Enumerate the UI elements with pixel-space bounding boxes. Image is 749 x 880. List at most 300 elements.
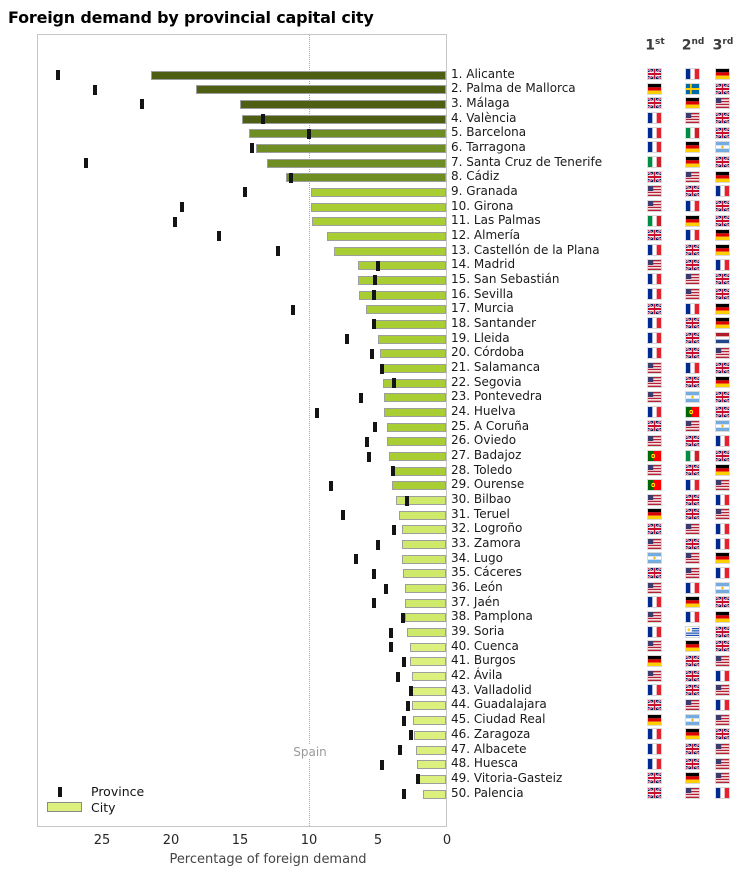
flag-icon-us — [686, 524, 699, 534]
flag-icon-gb — [716, 157, 729, 167]
flag-icon-fr — [716, 260, 729, 270]
city-rank-label: 13. Castellón de la Plana — [451, 242, 600, 257]
x-tick-label: 25 — [93, 833, 111, 848]
city-rank-label: 32. Logroño — [451, 521, 523, 536]
city-bar — [358, 261, 446, 270]
flag-icon-de — [716, 304, 729, 314]
flag-icon-de — [716, 318, 729, 328]
flag-icon-fr — [648, 729, 661, 739]
province-marker — [345, 334, 349, 344]
province-marker — [367, 452, 371, 462]
province-marker — [402, 657, 406, 667]
spain-reference-line — [309, 35, 310, 826]
province-marker — [354, 554, 358, 564]
flag-icon-us — [716, 685, 729, 695]
flag-icon-us — [686, 172, 699, 182]
flag-icon-fr — [648, 627, 661, 637]
province-marker — [380, 364, 384, 374]
province-marker — [380, 760, 384, 770]
city-bar — [399, 511, 446, 520]
flag-icon-fr — [716, 568, 729, 578]
flag-icon-gb — [686, 759, 699, 769]
city-rank-label: 28. Toledo — [451, 462, 513, 477]
flag-icon-us — [648, 377, 661, 387]
flag-icon-gb — [686, 671, 699, 681]
city-bar — [380, 349, 446, 358]
city-rank-label: 46. Zaragoza — [451, 726, 531, 741]
flag-icon-fr — [648, 128, 661, 138]
city-rank-label: 36. León — [451, 580, 503, 595]
city-rank-label: 47. Albacete — [451, 741, 527, 756]
flag-icon-us — [716, 98, 729, 108]
flag-icon-us — [648, 641, 661, 651]
flag-icon-de — [716, 612, 729, 622]
city-bar — [327, 232, 446, 241]
city-rank-label: 29. Ourense — [451, 477, 525, 492]
city-bar — [416, 746, 446, 755]
city-bar — [311, 188, 446, 197]
city-rank-label: 3. Málaga — [451, 95, 510, 110]
flag-icon-ar — [686, 392, 699, 402]
flag-icon-de — [686, 142, 699, 152]
flag-icon-us — [686, 289, 699, 299]
city-rank-label: 4. València — [451, 110, 517, 125]
flag-icon-gb — [716, 363, 729, 373]
flag-icon-fr — [716, 671, 729, 681]
province-marker — [392, 525, 396, 535]
flag-column-header-2: 2nd — [681, 37, 705, 54]
flag-icon-se — [686, 84, 699, 94]
city-rank-label: 27. Badajoz — [451, 448, 522, 462]
city-bar — [383, 364, 447, 373]
city-bar — [402, 555, 446, 564]
flag-icon-it — [686, 451, 699, 461]
city-bar — [402, 540, 446, 549]
flag-icon-us — [716, 744, 729, 754]
flag-icon-gb — [648, 98, 661, 108]
flag-icon-gb — [648, 524, 661, 534]
flag-icon-de — [648, 84, 661, 94]
flag-icon-fr — [648, 407, 661, 417]
flag-icon-gb — [648, 788, 661, 798]
flag-icon-gb — [648, 421, 661, 431]
province-marker — [56, 70, 60, 80]
province-marker — [370, 349, 374, 359]
flag-icon-gb — [686, 539, 699, 549]
flag-icon-gb — [716, 597, 729, 607]
flag-icon-de — [686, 216, 699, 226]
city-rank-label: 41. Burgos — [451, 653, 516, 668]
city-rank-label: 19. Lleida — [451, 330, 510, 345]
flag-icon-ar — [648, 553, 661, 563]
flag-icon-gb — [716, 128, 729, 138]
city-bar — [392, 481, 446, 490]
flag-icon-us — [716, 509, 729, 519]
flag-icon-de — [686, 773, 699, 783]
flag-icon-nl — [716, 333, 729, 343]
city-bar — [384, 393, 446, 402]
flag-icon-fr — [686, 201, 699, 211]
flag-icon-gb — [716, 289, 729, 299]
flag-icon-fr — [648, 597, 661, 607]
flag-icon-us — [686, 421, 699, 431]
province-marker — [261, 114, 265, 124]
spain-label: Spain — [293, 745, 327, 759]
city-rank-label: 30. Bilbao — [451, 492, 512, 506]
legend-city-label: City — [91, 800, 116, 815]
flag-icon-us — [648, 260, 661, 270]
city-rank-label: 9. Granada — [451, 183, 518, 198]
flag-icon-it — [686, 128, 699, 138]
x-tick-label: 0 — [442, 833, 452, 848]
city-bar — [358, 276, 446, 285]
flag-column-header-3: 3rd — [712, 37, 734, 54]
flag-icon-gb — [716, 451, 729, 461]
flag-icon-us — [716, 715, 729, 725]
flag-icon-us — [648, 495, 661, 505]
flag-icon-gb — [686, 186, 699, 196]
flag-icon-fr — [648, 274, 661, 284]
flag-icon-pt — [648, 480, 661, 490]
city-bar — [372, 320, 447, 329]
flag-icon-us — [648, 583, 661, 593]
flag-icon-gb — [716, 201, 729, 211]
flag-icon-us — [716, 656, 729, 666]
flag-icon-de — [716, 245, 729, 255]
city-rank-label: 40. Cuenca — [451, 638, 519, 653]
legend-province-marker-icon — [58, 787, 62, 797]
city-rank-label: 6. Tarragona — [451, 139, 526, 154]
flag-icon-uy — [686, 627, 699, 637]
city-bar — [402, 525, 446, 534]
city-bar — [384, 408, 446, 417]
flag-icon-gb — [686, 509, 699, 519]
province-marker — [84, 158, 88, 168]
city-rank-label: 16. Sevilla — [451, 286, 514, 301]
flag-icon-fr — [686, 583, 699, 593]
city-bar — [240, 100, 446, 109]
province-marker — [373, 275, 377, 285]
province-marker — [359, 393, 363, 403]
city-rank-label: 35. Cáceres — [451, 565, 522, 580]
flag-icon-us — [716, 480, 729, 490]
chart-title: Foreign demand by provincial capital city — [8, 8, 374, 27]
x-tick-label: 10 — [300, 833, 318, 848]
flag-icon-fr — [648, 318, 661, 328]
flag-icon-gb — [716, 274, 729, 284]
flag-icon-fr — [716, 495, 729, 505]
province-marker — [402, 789, 406, 799]
province-marker — [93, 85, 97, 95]
flag-icon-gb — [686, 685, 699, 695]
x-tick-label: 15 — [231, 833, 249, 848]
province-marker — [329, 481, 333, 491]
city-rank-label: 7. Santa Cruz de Tenerife — [451, 154, 603, 169]
flag-icon-fr — [716, 788, 729, 798]
flag-icon-gb — [716, 407, 729, 417]
city-rank-label: 23. Pontevedra — [451, 389, 543, 404]
flag-icon-gb — [686, 348, 699, 358]
province-marker — [243, 187, 247, 197]
flag-icon-us — [648, 186, 661, 196]
plot-area — [37, 34, 447, 827]
flag-icon-gb — [686, 744, 699, 754]
city-rank-label: 39. Soria — [451, 624, 505, 639]
flag-icon-gb — [648, 304, 661, 314]
flag-icon-us — [686, 568, 699, 578]
city-bar — [387, 423, 446, 432]
flag-icon-pt — [648, 451, 661, 461]
province-marker — [289, 173, 293, 183]
flag-icon-gb — [686, 377, 699, 387]
province-marker — [376, 540, 380, 550]
flag-icon-de — [716, 377, 729, 387]
flag-icon-pt — [686, 407, 699, 417]
flag-icon-fr — [686, 69, 699, 79]
flag-icon-fr — [648, 333, 661, 343]
city-rank-label: 5. Barcelona — [451, 125, 527, 140]
flag-icon-fr — [648, 245, 661, 255]
flag-icon-fr — [648, 289, 661, 299]
city-rank-label: 31. Teruel — [451, 506, 510, 521]
flag-icon-gb — [686, 245, 699, 255]
flag-icon-de — [648, 715, 661, 725]
province-marker — [365, 437, 369, 447]
city-bar — [249, 129, 446, 138]
city-bar — [418, 775, 446, 784]
province-marker — [384, 584, 388, 594]
flag-icon-de — [716, 69, 729, 79]
city-bar — [378, 335, 446, 344]
city-rank-label: 20. Córdoba — [451, 345, 525, 360]
flag-icon-de — [686, 98, 699, 108]
flag-icon-gb — [686, 656, 699, 666]
city-bar — [403, 569, 446, 578]
province-marker — [291, 305, 295, 315]
flag-icon-de — [686, 641, 699, 651]
flag-icon-ar — [716, 142, 729, 152]
city-bar — [391, 467, 446, 476]
city-rank-label: 43. Valladolid — [451, 682, 532, 697]
flag-icon-us — [648, 392, 661, 402]
city-rank-label: 33. Zamora — [451, 536, 521, 550]
flag-icon-gb — [716, 627, 729, 637]
x-axis-title: Percentage of foreign demand — [169, 852, 367, 867]
city-rank-label: 38. Pamplona — [451, 609, 533, 624]
city-rank-label: 17. Murcia — [451, 301, 514, 316]
province-marker — [391, 466, 395, 476]
city-bar — [410, 643, 446, 652]
flag-icon-gb — [716, 216, 729, 226]
flag-icon-fr — [648, 142, 661, 152]
province-marker — [416, 774, 420, 784]
city-rank-label: 11. Las Palmas — [451, 213, 541, 228]
flag-icon-de — [716, 172, 729, 182]
city-bar — [423, 790, 447, 799]
flag-icon-fr — [686, 304, 699, 314]
city-rank-label: 37. Jaén — [451, 594, 500, 609]
city-rank-label: 2. Palma de Mallorca — [451, 81, 576, 96]
flag-icon-gb — [716, 729, 729, 739]
province-marker — [341, 510, 345, 520]
flag-icon-gb — [648, 69, 661, 79]
city-rank-label: 22. Segovia — [451, 374, 522, 389]
city-rank-label: 49. Vitoria-Gasteiz — [451, 770, 563, 785]
flag-icon-it — [648, 216, 661, 226]
flag-icon-de — [648, 509, 661, 519]
province-marker — [180, 202, 184, 212]
province-marker — [396, 672, 400, 682]
city-rank-label: 26. Oviedo — [451, 433, 517, 448]
flag-icon-us — [686, 274, 699, 284]
city-bar — [256, 144, 446, 153]
city-rank-label: 34. Lugo — [451, 550, 503, 565]
city-bar — [387, 437, 446, 446]
province-marker — [409, 730, 413, 740]
city-rank-label: 1. Alicante — [451, 66, 515, 81]
province-marker — [373, 422, 377, 432]
city-bar — [410, 657, 446, 666]
city-bar — [412, 687, 447, 696]
flag-icon-gb — [686, 333, 699, 343]
legend-city-swatch-icon — [47, 802, 82, 812]
flag-icon-fr — [716, 524, 729, 534]
flag-icon-us — [686, 553, 699, 563]
province-marker — [372, 598, 376, 608]
flag-icon-fr — [716, 186, 729, 196]
flag-icon-fr — [686, 480, 699, 490]
flag-column-header-1: 1st — [645, 37, 665, 54]
city-bar — [286, 173, 446, 182]
city-rank-label: 24. Huelva — [451, 404, 516, 418]
city-rank-label: 25. A Coruña — [451, 418, 530, 433]
city-rank-label: 10. Girona — [451, 198, 514, 213]
flag-icon-gb — [686, 495, 699, 505]
province-marker — [372, 569, 376, 579]
city-rank-label: 48. Huesca — [451, 756, 519, 771]
city-bar — [405, 584, 446, 593]
province-marker — [389, 628, 393, 638]
city-rank-label: 15. San Sebastián — [451, 271, 560, 286]
flag-icon-gb — [648, 700, 661, 710]
flag-icon-de — [686, 157, 699, 167]
city-rank-label: 12. Almería — [451, 227, 521, 242]
province-marker — [140, 99, 144, 109]
flag-icon-fr — [716, 539, 729, 549]
flag-icon-it — [648, 157, 661, 167]
city-bar — [242, 115, 446, 124]
flag-icon-de — [686, 729, 699, 739]
city-bar — [366, 305, 446, 314]
province-marker — [398, 745, 402, 755]
city-rank-label: 21. Salamanca — [451, 360, 541, 374]
x-tick-label: 5 — [373, 833, 383, 848]
flag-icon-us — [648, 539, 661, 549]
province-marker — [173, 217, 177, 227]
province-marker — [372, 319, 376, 329]
flag-icon-us — [648, 201, 661, 211]
flag-icon-de — [648, 656, 661, 666]
city-rank-label: 14. Madrid — [451, 257, 516, 272]
flag-icon-us — [716, 759, 729, 769]
province-marker — [250, 143, 254, 153]
city-rank-label: 8. Cádiz — [451, 169, 500, 184]
flag-icon-fr — [716, 436, 729, 446]
flag-icon-fr — [648, 744, 661, 754]
flag-icon-gb — [648, 172, 661, 182]
city-rank-label: 42. Ávila — [451, 668, 503, 683]
flag-icon-fr — [648, 685, 661, 695]
city-bar — [413, 716, 446, 725]
flag-icon-gb — [716, 84, 729, 94]
city-bar — [417, 760, 446, 769]
flag-icon-us — [686, 113, 699, 123]
flag-icon-ar — [686, 715, 699, 725]
province-marker — [372, 290, 376, 300]
x-tick-label: 20 — [162, 833, 180, 848]
city-bar — [405, 613, 446, 622]
flag-icon-us — [648, 465, 661, 475]
flag-icon-us — [648, 671, 661, 681]
province-marker — [401, 613, 405, 623]
city-rank-label: 18. Santander — [451, 315, 537, 330]
city-bar — [196, 85, 446, 94]
city-rank-label: 45. Ciudad Real — [451, 712, 546, 727]
flag-icon-de — [716, 465, 729, 475]
province-marker — [307, 129, 311, 139]
flag-icon-gb — [648, 773, 661, 783]
flag-icon-fr — [648, 759, 661, 769]
legend-province-label: Province — [91, 784, 145, 799]
province-marker — [402, 716, 406, 726]
city-bar — [407, 628, 446, 637]
city-bar — [389, 452, 446, 461]
flag-icon-us — [648, 612, 661, 622]
flag-icon-de — [686, 597, 699, 607]
province-marker — [389, 642, 393, 652]
city-rank-label: 50. Palencia — [451, 785, 524, 800]
province-marker — [315, 408, 319, 418]
city-bar — [312, 217, 446, 226]
city-bar — [151, 71, 446, 80]
province-marker — [276, 246, 280, 256]
flag-icon-de — [716, 553, 729, 563]
flag-icon-gb — [686, 260, 699, 270]
flag-icon-us — [648, 436, 661, 446]
flag-icon-fr — [686, 230, 699, 240]
flag-icon-fr — [686, 612, 699, 622]
province-marker — [405, 496, 409, 506]
flag-icon-gb — [716, 641, 729, 651]
province-marker — [409, 686, 413, 696]
city-bar — [334, 247, 446, 256]
city-bar — [414, 731, 446, 740]
flag-icon-fr — [648, 113, 661, 123]
flag-icon-gb — [686, 436, 699, 446]
flag-icon-gb — [686, 465, 699, 475]
flag-icon-gb — [648, 568, 661, 578]
flag-icon-fr — [716, 700, 729, 710]
flag-icon-gb — [716, 113, 729, 123]
flag-icon-us — [716, 773, 729, 783]
flag-icon-gb — [716, 392, 729, 402]
flag-icon-us — [648, 363, 661, 373]
city-rank-label: 44. Guadalajara — [451, 697, 547, 712]
province-marker — [392, 378, 396, 388]
province-marker — [376, 261, 380, 271]
flag-icon-gb — [648, 230, 661, 240]
flag-icon-us — [686, 788, 699, 798]
